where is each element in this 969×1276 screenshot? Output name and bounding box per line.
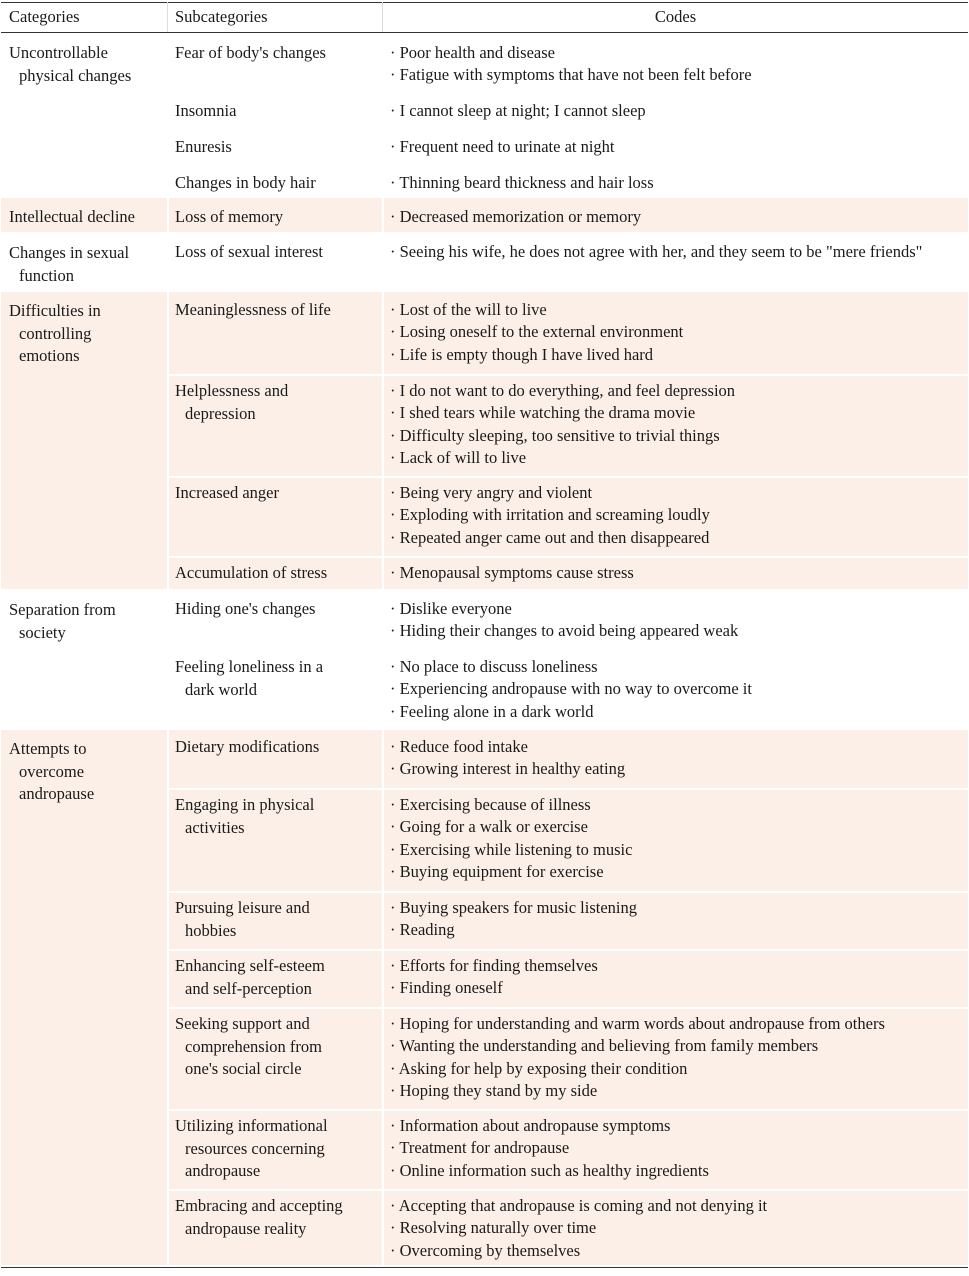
code-item: · Lack of will to live (390, 447, 965, 469)
code-item: · Treatment for andropause (390, 1137, 965, 1159)
category-label: andropause (19, 784, 95, 803)
subcategory-cell (175, 656, 375, 701)
row-divider (169, 1007, 968, 1009)
code-item: · Life is empty though I have lived hard (390, 344, 965, 366)
code-item: · Exploding with irritation and screaming loudly (390, 504, 965, 526)
code-item: · Thinning beard thickness and hair loss (390, 172, 965, 194)
code-item: · Exercising because of illness (390, 794, 965, 816)
subcategory-label: Accumulation of stress (175, 563, 328, 582)
column-divider (382, 234, 384, 290)
subcategory-label: depression (185, 403, 256, 423)
header-codes: Codes (654, 7, 697, 26)
column-divider (167, 730, 169, 1265)
subcategory-label: hobbies (185, 920, 237, 940)
row-divider (169, 1109, 968, 1111)
category-cell (9, 300, 159, 368)
codes-list (390, 1195, 965, 1262)
subcategory-label: Engaging in physical (175, 795, 315, 814)
code-item: · Hoping they stand by my side (390, 1080, 965, 1102)
code-item: · Exercising while listening to music (390, 839, 965, 861)
code-item: · Fatigue with symptoms that have not been felt before (390, 64, 965, 86)
column-divider (167, 34, 169, 196)
subcategory-label: Feeling loneliness in a (175, 657, 324, 676)
category-label: Difficulties in (9, 301, 101, 320)
code-item: · Difficulty sleeping, too sensitive to trivial things (390, 425, 965, 447)
code-item: · Online information such as healthy ingredients (390, 1160, 965, 1182)
subcategory-cell (175, 299, 375, 322)
category-label: function (19, 265, 74, 285)
codes-list (390, 136, 965, 158)
row-divider (169, 891, 968, 893)
subcategory-label: Hiding one's changes (175, 599, 316, 618)
code-item: · Buying speakers for music listening (390, 897, 965, 919)
code-item: · Growing interest in healthy eating (390, 758, 965, 780)
subcategory-label: activities (185, 817, 245, 837)
subcategory-cell (175, 380, 375, 425)
category-cell (9, 599, 159, 644)
code-item: · Finding oneself (390, 977, 965, 999)
column-divider (167, 292, 169, 589)
subcategory-label: Helplessness and (175, 381, 289, 400)
code-item: · Being very angry and violent (390, 482, 965, 504)
category-label: controlling (19, 323, 92, 343)
subcategory-cell (175, 172, 375, 195)
code-item: · I cannot sleep at night; I cannot sleep (390, 100, 965, 122)
code-item: · Frequent need to urinate at night (390, 136, 965, 158)
subcategory-cell (175, 1013, 375, 1081)
header-rule (1, 32, 968, 33)
category-label: Intellectual decline (9, 207, 135, 226)
codes-list (390, 206, 965, 228)
code-item: · I do not want to do everything, and feel depression (390, 380, 965, 402)
subcategory-label: one's social circle (185, 1059, 302, 1078)
code-item: · Reduce food intake (390, 736, 965, 758)
subcategory-cell (175, 794, 375, 839)
code-item: · Resolving naturally over time (390, 1217, 965, 1239)
category-label: society (19, 622, 66, 642)
category-label: physical changes (19, 65, 132, 85)
category-cell (9, 206, 159, 229)
codes-list (390, 897, 965, 942)
code-item: · Going for a walk or exercise (390, 816, 965, 838)
code-item: · Overcoming by themselves (390, 1240, 965, 1262)
code-item: · Wanting the understanding and believing from family members (390, 1035, 965, 1057)
row-divider (169, 788, 968, 790)
codes-list (390, 1115, 965, 1182)
subcategory-cell (175, 241, 375, 264)
subcategory-label: andropause (185, 1161, 261, 1180)
subcategory-label: Embracing and accepting (175, 1196, 343, 1215)
codes-list (390, 241, 965, 263)
subcategory-label: Fear of body's changes (175, 43, 326, 62)
subcategory-label: Utilizing informational (175, 1116, 328, 1135)
codes-list (390, 299, 965, 366)
subcategory-label: Changes in body hair (175, 173, 316, 192)
column-divider (167, 198, 169, 232)
header-categories: Categories (9, 7, 80, 26)
subcategory-cell (175, 1115, 375, 1183)
row-divider (169, 166, 968, 168)
subcategory-cell (175, 897, 375, 942)
column-divider (382, 591, 384, 728)
code-item: · Feeling alone in a dark world (390, 701, 965, 723)
column-divider (382, 34, 384, 196)
codes-list (390, 482, 965, 549)
subcategory-label: Meaninglessness of life (175, 300, 331, 319)
category-cell (9, 738, 159, 806)
code-item: · No place to discuss loneliness (390, 656, 965, 678)
table-top-rule (1, 2, 968, 3)
code-item: · I shed tears while watching the drama movie (390, 402, 965, 424)
subcategory-cell (175, 42, 375, 65)
category-cell (9, 242, 159, 287)
row-divider (169, 374, 968, 376)
subcategory-label: Enuresis (175, 137, 232, 156)
code-item: · Information about andropause symptoms (390, 1115, 965, 1137)
column-divider (382, 198, 384, 232)
category-label: Changes in sexual (9, 243, 130, 262)
codes-list (390, 42, 965, 87)
code-item: · Losing oneself to the external environment (390, 321, 965, 343)
subcategory-label: Dietary modifications (175, 737, 320, 756)
code-item: · Menopausal symptoms cause stress (390, 562, 965, 584)
category-label: emotions (19, 346, 80, 365)
column-divider (382, 730, 384, 1265)
column-divider (382, 292, 384, 589)
subcategory-label: Insomnia (175, 101, 237, 120)
codes-list (390, 172, 965, 194)
row-divider (169, 130, 968, 132)
codes-list (390, 656, 965, 723)
subcategory-label: comprehension from (185, 1036, 323, 1056)
code-item: · Repeated anger came out and then disappeared (390, 527, 965, 549)
subcategory-cell (175, 136, 375, 159)
subcategory-label: Seeking support and (175, 1014, 310, 1033)
code-item: · Hiding their changes to avoid being appeared weak (390, 620, 965, 642)
codes-list (390, 736, 965, 781)
category-label: overcome (19, 761, 85, 781)
code-item: · Decreased memorization or memory (390, 206, 965, 228)
row-divider (169, 949, 968, 951)
subcategory-cell (175, 955, 375, 1000)
code-item: · Poor health and disease (390, 42, 965, 64)
codes-list (390, 794, 965, 883)
subcategory-label: andropause reality (185, 1218, 307, 1238)
subcategory-cell (175, 598, 375, 621)
codes-list (390, 562, 965, 584)
code-item: · Asking for help by exposing their condition (390, 1058, 965, 1080)
subcategory-label: resources concerning (185, 1138, 325, 1158)
code-item: · Buying equipment for exercise (390, 861, 965, 883)
row-divider (169, 1189, 968, 1191)
row-divider (169, 476, 968, 478)
codes-list (390, 598, 965, 643)
category-group (1, 234, 968, 290)
code-item: · Accepting that andropause is coming and not denying it (390, 1195, 965, 1217)
row-divider (169, 94, 968, 96)
code-item: · Reading (390, 919, 965, 941)
subcategory-cell (175, 482, 375, 505)
codes-list (390, 100, 965, 122)
code-item: · Lost of the will to live (390, 299, 965, 321)
category-group (1, 730, 968, 1265)
header-divider (167, 2, 168, 32)
code-item: · Hoping for understanding and warm words about andropause from others (390, 1013, 965, 1035)
codes-list (390, 955, 965, 1000)
row-divider (169, 650, 968, 652)
category-cell (9, 42, 159, 87)
subcategory-cell (175, 562, 375, 585)
code-item: · Seeing his wife, he does not agree with her, and they seem to be "mere friends" (390, 241, 965, 263)
code-item: · Experiencing andropause with no way to overcome it (390, 678, 965, 700)
code-item: · Dislike everyone (390, 598, 965, 620)
subcategory-cell (175, 100, 375, 123)
subcategory-cell (175, 1195, 375, 1240)
row-divider (169, 556, 968, 558)
subcategory-label: Loss of memory (175, 207, 284, 226)
subcategory-cell (175, 206, 375, 229)
subcategory-label: Loss of sexual interest (175, 242, 324, 261)
category-label: Uncontrollable (9, 43, 108, 62)
subcategory-label: Increased anger (175, 483, 279, 502)
code-item: · Efforts for finding themselves (390, 955, 965, 977)
table-bottom-rule (1, 1267, 968, 1268)
subcategory-cell (175, 736, 375, 759)
subcategory-label: dark world (185, 679, 257, 699)
column-divider (167, 234, 169, 290)
subcategory-label: Pursuing leisure and (175, 898, 310, 917)
category-group (1, 591, 968, 728)
column-divider (167, 591, 169, 728)
subcategory-label: Enhancing self-esteem (175, 956, 325, 975)
codes-list (390, 1013, 965, 1102)
codes-list (390, 380, 965, 469)
header-subcategories: Subcategories (175, 7, 268, 26)
subcategory-label: and self-perception (185, 978, 312, 998)
category-group (1, 292, 968, 589)
category-group (1, 198, 968, 232)
category-group (1, 34, 968, 196)
category-label: Separation from (9, 600, 116, 619)
category-label: Attempts to (9, 739, 87, 758)
